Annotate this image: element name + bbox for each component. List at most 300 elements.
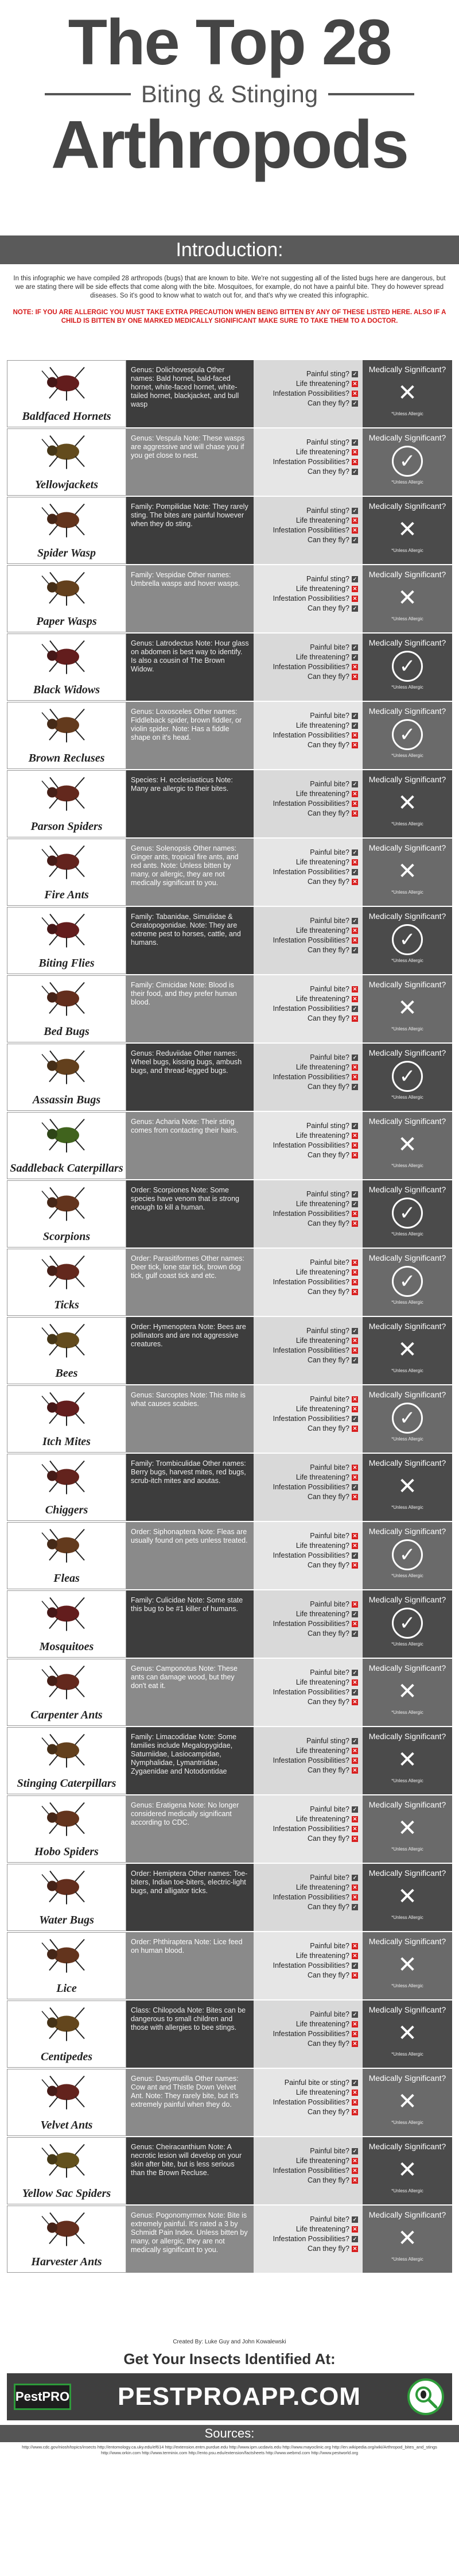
check-line (254, 1961, 358, 1971)
x-icon: ✕ (352, 1074, 357, 1080)
x-mark-icon: ✕ (398, 1132, 417, 1157)
check-line (254, 1150, 358, 1160)
header (0, 0, 459, 235)
question-label: Can they fly? (308, 1698, 349, 1706)
x-mark-icon: ✕ (398, 2089, 417, 2114)
bug-illustration (35, 1730, 98, 1770)
question-panel (254, 1590, 363, 1658)
check-line (254, 535, 358, 545)
x-icon: ✕ (352, 1064, 357, 1070)
check-icon: ✓ (352, 869, 357, 875)
arthropod-name: Fire Ants (44, 889, 89, 901)
check-icon: ✓ (352, 1055, 357, 1060)
credit-text: Created By: Luke Guy and John Kowalewski (173, 2339, 286, 2345)
medical-panel (363, 1112, 452, 1179)
unless-allergic-note: *Unless Allergic (391, 1915, 423, 1920)
arthropod-info: Genus: Sarcoptes Note: This mite is what causes scabies. (131, 1391, 246, 1408)
question-label: Infestation Possibilities? (273, 1346, 349, 1354)
arthropod-name: Black Widows (33, 683, 100, 696)
arthropod-info: Genus: Pogonomyrmex Note: Bite is extremely painful. It's rated a 3 by Schmidt Pain Index. Unless bitten by many, or allergic, they are not medically significant to you. (131, 2211, 248, 2254)
check-line (254, 945, 358, 955)
question-label: Can they fly? (308, 1561, 349, 1569)
sources-list: http://www.cdc.gov/niosh/topics/insects http://entomology.ca.uky.edu/ef614 http://extension.entm.purdue.edu http://www.ipm.ucdavis.edu http://www.mayoclinic.org http://en.wikipedia.org/wiki/Arthropod_bites_and_stings http://www.orkin.com http://www.terminix.com http://ento.psu.edu/extension/factsheets http://www.webmd.com http://www.pestworld.org (22, 2444, 437, 2455)
question-label: Painful bite? (310, 2010, 349, 2018)
x-icon: ✕ (352, 459, 357, 465)
arthropod-name: Stinging Caterpillars (17, 1777, 116, 1790)
question-label: Can they fly? (308, 1356, 349, 1364)
question-label: Painful bite? (310, 985, 349, 993)
check-line (254, 2029, 358, 2039)
question-label: Can they fly? (308, 1971, 349, 1979)
check-line (254, 584, 358, 594)
check-icon: ✓ (352, 1484, 357, 1490)
unless-allergic-note: *Unless Allergic (391, 1368, 423, 1373)
unless-allergic-note: *Unless Allergic (391, 1710, 423, 1715)
question-label: Life threatening? (295, 1473, 349, 1481)
x-icon: ✕ (352, 2090, 357, 2095)
medical-label: Medically Significant? (368, 1868, 446, 1878)
arthropod-list (7, 360, 452, 2274)
check-line (254, 1951, 358, 1961)
arthropod-name: Water Bugs (39, 1914, 94, 1926)
check-line (254, 799, 358, 809)
question-label: Can they fly? (308, 2108, 349, 2116)
question-label: Painful bite? (310, 1053, 349, 1061)
check-line (254, 1824, 358, 1834)
intro-body: In this infographic we have compiled 28 arthropods (bugs) that are known to bite. We're not suggesting all of the listed bugs here are dangerous, but we are stating there will be side effects that come along with the bite. Mosquitoes, for example, do not have a painful bite. They do however spread diseases. So it's good to know what to watch out for, and that's why we created this infographic. (13, 275, 446, 299)
check-line (254, 848, 358, 858)
title-bottom: Arthropods (50, 107, 409, 183)
question-label: Can they fly? (308, 536, 349, 544)
question-label: Life threatening? (295, 1131, 349, 1140)
question-label: Infestation Possibilities? (273, 1551, 349, 1559)
question-panel (254, 497, 363, 564)
check-line (254, 2166, 358, 2176)
question-label: Can they fly? (308, 1014, 349, 1022)
check-line (254, 1209, 358, 1219)
medical-panel (363, 1795, 452, 1863)
x-icon: ✕ (352, 879, 357, 885)
bug-illustration (35, 2072, 98, 2112)
unless-allergic-note: *Unless Allergic (391, 1231, 423, 1237)
question-label: Infestation Possibilities? (273, 1210, 349, 1218)
question-label: Infestation Possibilities? (273, 1278, 349, 1286)
check-line (254, 1678, 358, 1687)
question-label: Infestation Possibilities? (273, 458, 349, 466)
arthropod-name: Saddleback Caterpillars (10, 1162, 123, 1175)
x-icon: ✕ (352, 986, 357, 992)
check-icon: ✓ (352, 537, 357, 543)
bug-illustration (35, 568, 98, 608)
question-label: Painful sting? (306, 1122, 349, 1130)
x-mark-icon: ✕ (398, 585, 417, 611)
check-line (254, 2088, 358, 2098)
unless-allergic-note: *Unless Allergic (391, 1436, 423, 1442)
question-label: Infestation Possibilities? (273, 1005, 349, 1013)
question-label: Life threatening? (295, 1337, 349, 1345)
bug-illustration (35, 705, 98, 745)
x-mark-icon: ✕ (398, 1337, 417, 1362)
x-icon: ✕ (352, 2041, 357, 2046)
check-line (254, 1805, 358, 1814)
question-label: Infestation Possibilities? (273, 1141, 349, 1149)
x-icon: ✕ (352, 1943, 357, 1949)
arthropod-info: Family: Tabanidae, Simuliidae & Ceratopogonidae. Note: They are extreme pest to horses, cattle, and humans. (131, 913, 241, 947)
arthropod-picture (7, 1795, 126, 1863)
x-icon: ✕ (352, 1562, 357, 1568)
check-line (254, 731, 358, 740)
check-line (254, 2224, 358, 2234)
question-panel (254, 565, 363, 632)
question-label: Infestation Possibilities? (273, 1756, 349, 1764)
intro-note: NOTE: IF YOU ARE ALLERGIC YOU MUST TAKE EXTRA PRECAUTION WHEN BEING BITTEN BY ANY OF THESE LISTED HERE. ALSO IF A CHILD IS BITTEN BY ONE MARKED MEDICALLY SIGNIFICANT MAKE SURE TO TAKE THEM TO A DOCTOR. (13, 309, 446, 325)
check-line (254, 1121, 358, 1131)
arthropod-name: Hobo Spiders (34, 1845, 99, 1858)
check-line (254, 604, 358, 613)
check-icon: ✓ (352, 781, 357, 787)
x-icon: ✕ (352, 1142, 357, 1148)
check-icon: ✓ (352, 508, 357, 513)
arthropod-name: Bees (55, 1367, 78, 1380)
check-line (254, 2156, 358, 2166)
arthropod-name: Baldfaced Hornets (22, 410, 111, 423)
arthropod-row (7, 1180, 452, 1248)
question-label: Life threatening? (295, 1678, 349, 1686)
arthropod-name: Mosquitoes (39, 1640, 94, 1653)
x-mark-icon: ✕ (398, 1747, 417, 1772)
checkmark-circle-icon: ✓ (392, 1198, 423, 1229)
arthropod-name: Paper Wasps (36, 615, 97, 628)
question-label: Painful bite? (310, 780, 349, 788)
medical-panel (363, 1454, 452, 1521)
arthropod-info: Genus: Cheiracanthium Note: A necrotic lesion will develop on your skin after bite, but is less serious than the Brown Recluse. (131, 2143, 242, 2177)
question-label: Painful sting? (306, 1190, 349, 1198)
bug-illustration (35, 1525, 98, 1565)
unless-allergic-note: *Unless Allergic (391, 2052, 423, 2057)
x-icon: ✕ (352, 1260, 357, 1265)
x-icon: ✕ (352, 1211, 357, 1216)
question-panel (254, 1044, 363, 1111)
check-line (254, 1326, 358, 1336)
question-label: Infestation Possibilities? (273, 389, 349, 397)
arthropod-name: Chiggers (45, 1504, 88, 1516)
question-label: Infestation Possibilities? (273, 2235, 349, 2243)
question-label: Infestation Possibilities? (273, 800, 349, 808)
x-icon: ✕ (352, 1474, 357, 1480)
check-icon: ✓ (352, 2080, 357, 2085)
arthropod-row (7, 1317, 452, 1384)
arthropod-info: Order: Hemiptera Other names: Toe-biters, Indian toe-biters, electric-light bugs, and alligator ticks. (131, 1870, 248, 1895)
arthropod-row (7, 702, 452, 769)
question-label: Life threatening? (295, 1815, 349, 1823)
check-line (254, 1199, 358, 1209)
arthropod-name: Carpenter Ants (30, 1709, 103, 1721)
question-label: Painful bite? (310, 1463, 349, 1472)
arthropod-row (7, 1659, 452, 1726)
question-label: Can they fly? (308, 2040, 349, 2048)
check-line (254, 594, 358, 604)
unless-allergic-note: *Unless Allergic (391, 2257, 423, 2262)
check-line (254, 438, 358, 447)
medical-panel (363, 2206, 452, 2273)
check-line (254, 1531, 358, 1541)
question-label: Life threatening? (295, 790, 349, 798)
medical-panel (363, 1249, 452, 1316)
bug-illustration (35, 1935, 98, 1975)
arthropod-row (7, 565, 452, 632)
intro-section (0, 264, 459, 334)
check-icon: ✓ (352, 1904, 357, 1910)
medical-label: Medically Significant? (368, 843, 446, 852)
question-label: Can they fly? (308, 741, 349, 749)
check-line (254, 1541, 358, 1551)
pestpro-banner[interactable] (7, 2373, 452, 2420)
medical-label: Medically Significant? (368, 1937, 446, 1946)
check-line (254, 1395, 358, 1404)
x-icon: ✕ (352, 1748, 357, 1754)
medical-panel (363, 2137, 452, 2204)
question-panel (254, 907, 363, 974)
unless-allergic-note: *Unless Allergic (391, 548, 423, 553)
x-icon: ✕ (352, 742, 357, 748)
arthropod-name: Lice (56, 1982, 77, 1995)
x-icon: ✕ (352, 664, 357, 670)
question-panel (254, 839, 363, 906)
check-line (254, 1258, 358, 1268)
unless-allergic-note: *Unless Allergic (391, 1095, 423, 1100)
check-line (254, 936, 358, 945)
question-label: Painful bite? (310, 1532, 349, 1540)
unless-allergic-note: *Unless Allergic (391, 480, 423, 485)
x-icon: ✕ (352, 1133, 357, 1138)
arthropod-picture (7, 2069, 126, 2136)
checkmark-circle-icon: ✓ (392, 1403, 423, 1434)
bug-illustration (35, 773, 98, 813)
question-label: Painful sting? (306, 1737, 349, 1745)
check-line (254, 1834, 358, 1844)
medical-panel (363, 2069, 452, 2136)
arthropod-picture (7, 1249, 126, 1316)
check-line (254, 399, 358, 408)
question-label: Infestation Possibilities? (273, 1620, 349, 1628)
question-label: Painful bite? (310, 2147, 349, 2155)
x-icon: ✕ (352, 1338, 357, 1343)
check-line (254, 1463, 358, 1473)
pestpro-url[interactable]: PESTPROAPP.COM (118, 2382, 361, 2411)
question-label: Can they fly? (308, 2245, 349, 2253)
arthropod-info: Family: Pompilidae Note: They rarely sting. The bites are painful however when they do sting. (131, 503, 248, 528)
check-icon: ✓ (352, 576, 357, 582)
arthropod-row (7, 839, 452, 906)
x-icon: ✕ (352, 1894, 357, 1900)
bug-illustration (35, 1798, 98, 1839)
check-line (254, 916, 358, 926)
check-line (254, 1287, 358, 1297)
question-panel (254, 1180, 363, 1248)
title-top: The Top 28 (68, 6, 391, 78)
question-label: Painful bite? (310, 1942, 349, 1950)
check-icon: ✓ (352, 1670, 357, 1675)
question-label: Life threatening? (295, 585, 349, 593)
question-label: Life threatening? (295, 448, 349, 456)
medical-label: Medically Significant? (368, 1732, 446, 1741)
check-line (254, 740, 358, 750)
unless-allergic-note: *Unless Allergic (391, 685, 423, 690)
check-line (254, 877, 358, 887)
x-icon: ✕ (352, 2031, 357, 2037)
arthropod-picture (7, 1864, 126, 1931)
question-label: Can they fly? (308, 1835, 349, 1843)
arthropod-row (7, 2206, 452, 2273)
question-label: Life threatening? (295, 1883, 349, 1891)
medical-panel (363, 975, 452, 1042)
question-label: Can they fly? (308, 1151, 349, 1159)
x-mark-icon: ✕ (398, 1816, 417, 1841)
x-icon: ✕ (352, 1396, 357, 1402)
check-line (254, 779, 358, 789)
medical-panel (363, 428, 452, 496)
question-label: Life threatening? (295, 1747, 349, 1755)
question-panel (254, 2206, 363, 2273)
arthropod-info: Family: Limacodidae Note: Some families include Megalopygidae, Saturniidae, Lasiocampidae, Nymphalidae, Lymantriidae, Zygaenidae and Notodontidae (131, 1733, 237, 1775)
x-mark-icon: ✕ (398, 517, 417, 542)
x-icon: ✕ (352, 391, 357, 396)
x-icon: ✕ (352, 1826, 357, 1832)
check-line (254, 1072, 358, 1082)
arthropod-row (7, 1864, 452, 1931)
check-icon: ✓ (352, 605, 357, 611)
x-icon: ✕ (352, 1221, 357, 1226)
x-icon: ✕ (352, 1884, 357, 1890)
arthropod-info: Order: Siphonaptera Note: Fleas are usually found on pets unless treated. (131, 1528, 248, 1544)
medical-panel (363, 1727, 452, 1794)
question-label: Life threatening? (295, 2088, 349, 2096)
check-icon: ✓ (352, 1357, 357, 1363)
check-line (254, 1355, 358, 1365)
arthropod-info: Order: Parasitiformes Other names: Deer tick, lone star tick, brown dog tick, gulf coast tick and etc. (131, 1254, 244, 1280)
x-icon: ✕ (352, 596, 357, 601)
magnifier-bug-icon (407, 2378, 444, 2415)
medical-panel (363, 907, 452, 974)
question-label: Infestation Possibilities? (273, 1893, 349, 1901)
check-icon: ✓ (352, 1738, 357, 1744)
question-label: Infestation Possibilities? (273, 1825, 349, 1833)
medical-panel (363, 839, 452, 906)
check-line (254, 1336, 358, 1346)
medical-panel (363, 1590, 452, 1658)
check-line (254, 926, 358, 936)
question-label: Life threatening? (295, 516, 349, 524)
x-icon: ✕ (352, 1816, 357, 1822)
bug-illustration (35, 1593, 98, 1633)
bug-illustration (35, 431, 98, 472)
arthropod-name: Spider Wasp (37, 547, 96, 559)
question-label: Life threatening? (295, 1542, 349, 1550)
arthropod-info: Family: Cimicidae Note: Blood is their food, and they prefer human blood. (131, 981, 237, 1006)
check-line (254, 1063, 358, 1072)
question-label: Painful bite? (310, 643, 349, 651)
check-line (254, 1014, 358, 1024)
question-label: Life threatening? (295, 2020, 349, 2028)
x-icon: ✕ (352, 810, 357, 816)
question-label: Painful bite? (310, 1395, 349, 1403)
x-icon: ✕ (352, 801, 357, 806)
arthropod-info: Order: Phthiraptera Note: Lice feed on human blood. (131, 1938, 243, 1955)
check-line (254, 662, 358, 672)
check-icon: ✓ (352, 1084, 357, 1090)
question-label: Painful bite? (310, 917, 349, 925)
medical-label: Medically Significant? (368, 365, 446, 374)
arthropod-info: Family: Trombiculidae Other names: Berry bugs, harvest mites, red bugs, scrub-itch mites and aoutas. (131, 1459, 246, 1485)
x-icon: ✕ (352, 2226, 357, 2232)
question-label: Infestation Possibilities? (273, 1073, 349, 1081)
question-panel (254, 1932, 363, 1999)
unless-allergic-note: *Unless Allergic (391, 1642, 423, 1647)
medical-panel (363, 770, 452, 837)
unless-allergic-note: *Unless Allergic (391, 958, 423, 963)
medical-label: Medically Significant? (368, 570, 446, 579)
arthropod-picture (7, 2000, 126, 2068)
medical-label: Medically Significant? (368, 433, 446, 442)
arthropod-picture (7, 1112, 126, 1179)
check-line (254, 467, 358, 477)
arthropod-row (7, 360, 452, 427)
unless-allergic-note: *Unless Allergic (391, 2188, 423, 2193)
bug-illustration (35, 978, 98, 1018)
medical-label: Medically Significant? (368, 1322, 446, 1331)
x-icon: ✕ (352, 996, 357, 1002)
arthropod-picture (7, 702, 126, 769)
medical-panel (363, 1317, 452, 1384)
check-line (254, 984, 358, 994)
arthropod-name: Brown Recluses (28, 752, 105, 764)
x-mark-icon: ✕ (398, 790, 417, 816)
question-panel (254, 1795, 363, 1863)
question-label: Infestation Possibilities? (273, 663, 349, 671)
question-label: Can they fly? (308, 468, 349, 476)
check-line (254, 711, 358, 721)
arthropod-row (7, 2137, 452, 2204)
arthropod-picture (7, 2137, 126, 2204)
medical-panel (363, 1864, 452, 1931)
arthropod-info: Order: Hymenoptera Note: Bees are pollinators and are not aggressive creatures. (131, 1323, 246, 1348)
arthropod-row (7, 1932, 452, 1999)
arthropod-name: Harvester Ants (31, 2256, 102, 2268)
check-line (254, 1004, 358, 1014)
check-icon: ✓ (352, 371, 357, 377)
x-mark-icon: ✕ (398, 859, 417, 884)
unless-allergic-note: *Unless Allergic (391, 1847, 423, 1852)
check-icon: ✓ (352, 1806, 357, 1812)
arthropod-row (7, 1112, 452, 1179)
medical-label: Medically Significant? (368, 775, 446, 784)
question-panel (254, 1727, 363, 1794)
arthropod-info: Family: Culicidae Note: Some state this bug to be #1 killer of humans. (131, 1596, 243, 1613)
arthropod-name: Bed Bugs (44, 1025, 90, 1038)
check-line (254, 1551, 358, 1561)
check-icon: ✓ (352, 1201, 357, 1207)
question-label: Can they fly? (308, 604, 349, 612)
pestpro-logo: PestPRO (14, 2384, 71, 2410)
x-icon: ✕ (352, 1406, 357, 1412)
question-label: Painful bite? (310, 1669, 349, 1677)
x-icon: ✕ (352, 1972, 357, 1978)
question-label: Painful bite? (310, 848, 349, 856)
check-line (254, 1629, 358, 1639)
unless-allergic-note: *Unless Allergic (391, 1778, 423, 1783)
arthropod-picture (7, 634, 126, 701)
x-icon: ✕ (352, 1836, 357, 1841)
